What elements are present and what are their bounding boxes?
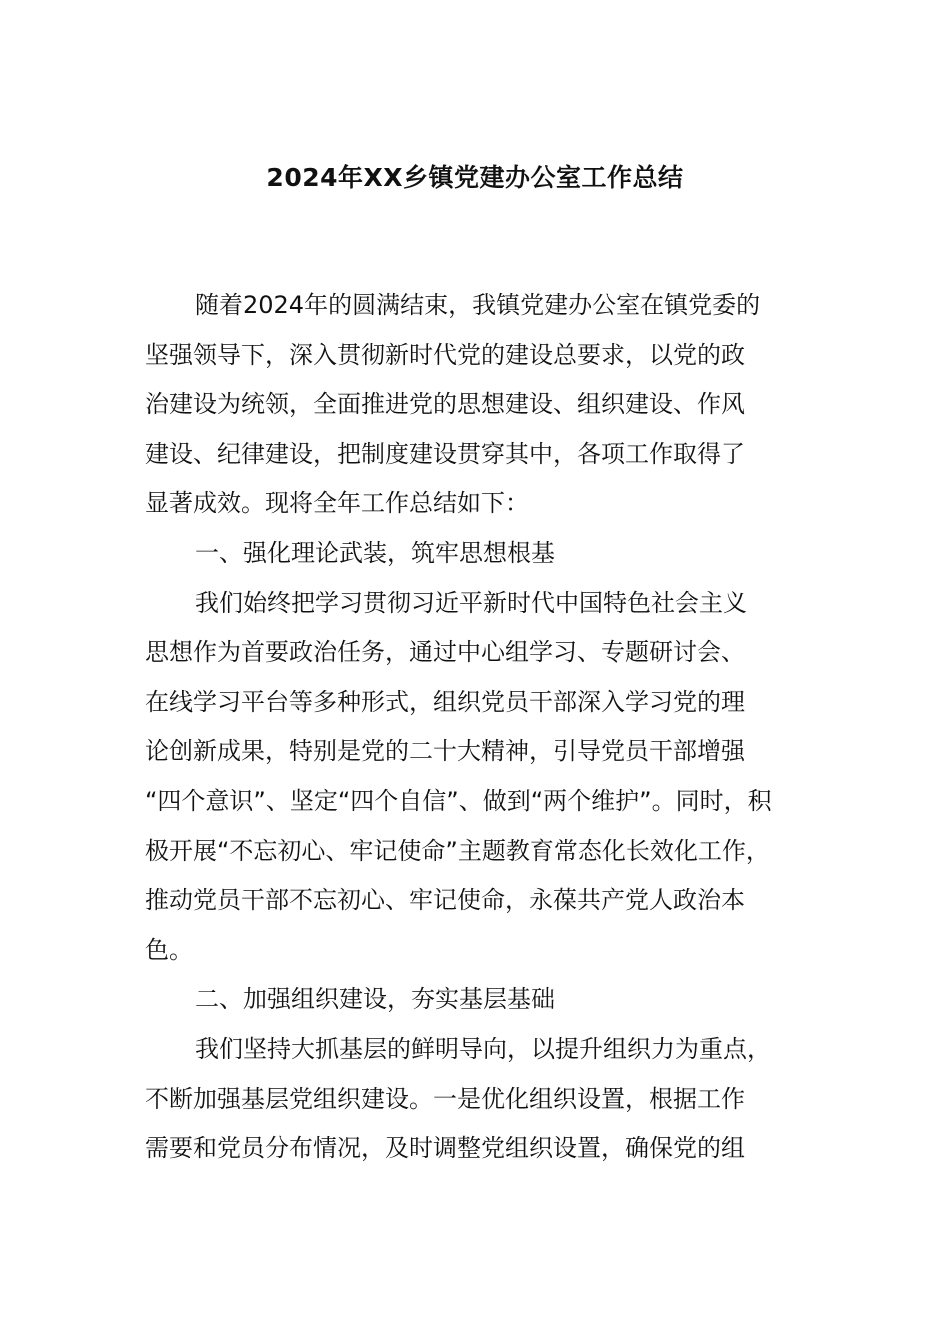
paragraph-line: 极开展“不忘初心、牢记使命”主题教育常态化长效化工作，: [145, 836, 770, 865]
paragraph-line: 不断加强基层党组织建设。一是优化组织设置，根据工作: [145, 1084, 745, 1113]
paragraph-line: 我们坚持大抓基层的鲜明导向，以提升组织力为重点，: [195, 1034, 771, 1063]
paragraph-line: 显著成效。现将全年工作总结如下：: [145, 489, 529, 518]
paragraph-line: 治建设为统领，全面推进党的思想建设、组织建设、作风: [145, 390, 745, 419]
paragraph-line: 随着2024年的圆满结束，我镇党建办公室在镇党委的: [195, 291, 761, 319]
paragraph-line: “四个意识”、坚定“四个自信”、做到“两个维护”。同时，积: [145, 786, 772, 815]
paragraph-line: 色。: [145, 935, 193, 964]
paragraph-line: 在线学习平台等多种形式，组织党员干部深入学习党的理: [145, 687, 745, 716]
document-title: 2024年XX乡镇党建办公室工作总结: [266, 163, 684, 192]
paragraph-line: 建设、纪律建设，把制度建设贯穿其中，各项工作取得了: [145, 439, 745, 468]
paragraph-line: 需要和党员分布情况，及时调整党组织设置，确保党的组: [145, 1134, 745, 1163]
paragraph-line: 坚强领导下，深入贯彻新时代党的建设总要求，以党的政: [145, 340, 745, 369]
section-heading: 二、加强组织建设，夯实基层基础: [195, 985, 555, 1014]
document-body: [145, 281, 835, 1174]
paragraph-line: 论创新成果，特别是党的二十大精神，引导党员干部增强: [145, 737, 745, 766]
paragraph-line: 思想作为首要政治任务，通过中心组学习、专题研讨会、: [145, 638, 745, 667]
section-heading: 一、强化理论武装，筑牢思想根基: [195, 538, 555, 567]
paragraph-line: 我们始终把学习贯彻习近平新时代中国特色社会主义: [195, 588, 747, 617]
paragraph-line: 推动党员干部不忘初心、牢记使命，永葆共产党人政治本: [145, 886, 745, 915]
